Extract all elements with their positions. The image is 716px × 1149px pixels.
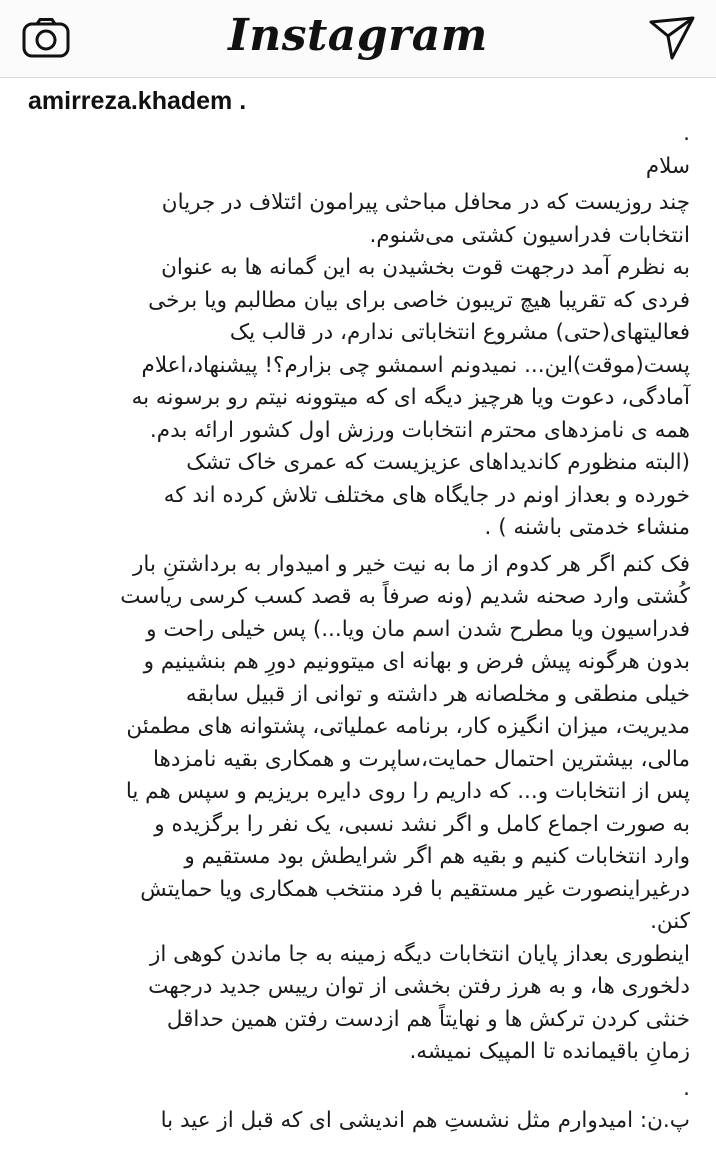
caption-line: فعالیتهای(حتی) مشروع انتخاباتی ندارم، در قالب یک bbox=[229, 320, 690, 345]
caption-line: به نظرم آمد درجهت قوت بخشیدن به این گمانه ها به عنوان bbox=[161, 255, 690, 280]
caption-line: وارد انتخابات کنیم و بقیه هم اگر شرایطش بود مستقیم و bbox=[184, 844, 690, 869]
send-icon[interactable] bbox=[648, 14, 696, 62]
caption-line: فدراسیون ویا مطرح شدن اسم مان ویا...) پس خیلی راحت و bbox=[146, 616, 690, 642]
caption-line: سلام bbox=[645, 153, 690, 179]
caption-line: کنن. bbox=[650, 909, 690, 934]
caption-line: پست(موقت)این... نمیدونم اسمشو چی بزارم؟! پیشنهاد،اعلام bbox=[141, 352, 690, 378]
caption-line: کُشتی وارد صحنه شدیم (ونه صرفاً به قصد کسب کرسی ریاست bbox=[120, 584, 690, 609]
caption-line: . bbox=[683, 1075, 690, 1101]
app-title: Instagram bbox=[228, 10, 488, 61]
caption-line: پس از انتخابات و... که داریم را روی دایره بریزیم و سپس هم یا bbox=[125, 779, 690, 804]
caption-line: مدیریت، میزان انگیزه کار، برنامه عملیاتی، پشتوانه های مطمئن bbox=[126, 714, 690, 739]
caption-line: آمادگی، دعوت ویا هرچیز دیگه ای که میتوونه نیتم رو برسونه به bbox=[131, 385, 690, 410]
caption-line: درغیراینصورت غیر مستقیم با فرد منتخب همکاری ویا حمایتش bbox=[140, 876, 690, 902]
caption-line: اینطوری بعداز پایان انتخابات دیگه زمینه به جا ماندن کوهی از bbox=[149, 941, 690, 967]
caption-line: خنثی کردن ترکش ها و نهایتاً هم ازدست رفتن همین حداقل bbox=[166, 1006, 690, 1032]
caption-line: همه ی نامزدهای محترم انتخابات ورزش اول کشور ارائه بدم. bbox=[149, 417, 690, 443]
caption-line: فک کنم اگر هر کدوم از ما به نیت خیر و امیدوار به برداشتنِ بار bbox=[133, 551, 690, 577]
caption-line: . bbox=[683, 121, 690, 146]
top-bar bbox=[0, 0, 716, 78]
caption-line: منشاء خدمتی باشنه ) . bbox=[484, 515, 690, 540]
post-username[interactable]: amirreza.khadem . bbox=[28, 87, 247, 115]
caption-line: فردی که تقریبا هیچ تریبون خاصی برای بیان مطالبم ویا برخی bbox=[148, 287, 690, 313]
caption-text bbox=[26, 118, 690, 1138]
caption-line: مالی، بیشترین احتمال حمایت،ساپرت و همکاری بقیه نامزدها bbox=[152, 746, 690, 772]
caption-line: بدون هرگونه پیش فرض و بهانه ای میتوونیم دورِ هم بنشینیم و bbox=[143, 649, 690, 674]
caption-line: دلخوری ها، و به هرز رفتن بخشی از توان رییس جدید درجهت bbox=[148, 974, 690, 999]
caption-line: انتخابات فدراسیون کشتی می‌شنوم. bbox=[369, 222, 690, 248]
caption-line: (البته منظورم کاندیداهای عزیزیست که عمری خاک تشک bbox=[186, 450, 690, 475]
caption-line: خیلی منطقی و مخلصانه هر داشته و توانی از قبیل سابقه bbox=[185, 681, 690, 707]
caption-line: خورده و بعداز اونم در جایگاه های مختلف تلاش کرده اند که bbox=[163, 482, 690, 508]
caption-line: چند روزیست که در محافل مباحثی پیرامون ائتلاف در جریان bbox=[161, 190, 690, 215]
caption-line: زمانِ باقیمانده تا المپیک نمیشه. bbox=[409, 1039, 690, 1064]
caption-line: به صورت اجماع کامل و اگر نشد نسبی، یک نفر را برگزیده و bbox=[154, 811, 690, 837]
post-caption bbox=[0, 80, 716, 1149]
caption-line: پ.ن: امیدوارم مثل نشستِ هم اندیشی ای که قبل از عید با bbox=[160, 1108, 690, 1133]
